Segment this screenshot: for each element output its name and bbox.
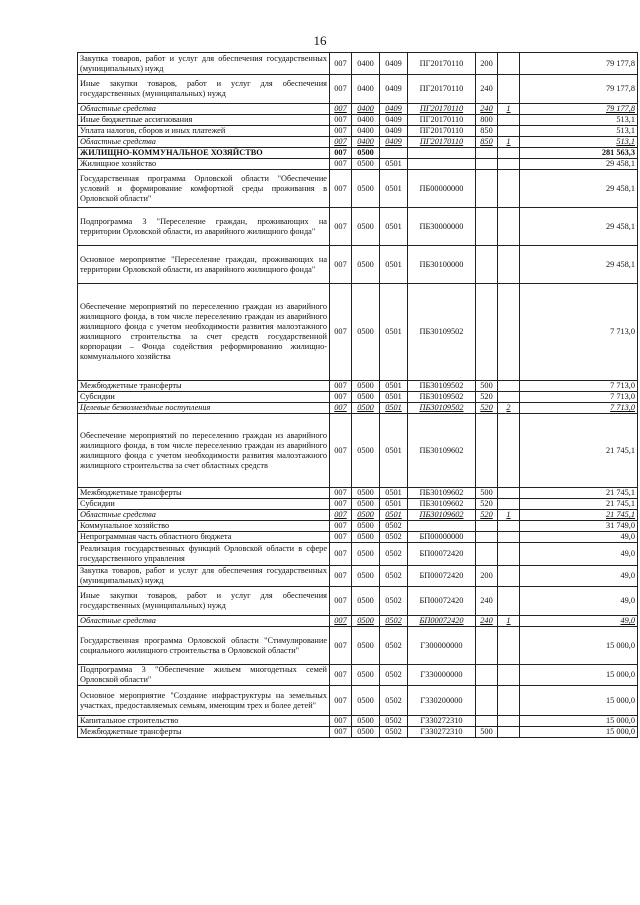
- source-code: [498, 627, 520, 665]
- ministry-code: 007: [330, 532, 352, 543]
- source-code: [498, 246, 520, 284]
- amount: 29 458,1: [520, 246, 638, 284]
- target-item-code: [408, 159, 476, 170]
- amount: 513,1: [520, 126, 638, 137]
- row-name: Государственная программа Орловской области "Стимулирование социального жилищного строительства в Орловской области": [78, 627, 330, 665]
- ministry-code: 007: [330, 627, 352, 665]
- amount: 15 000,0: [520, 627, 638, 665]
- ministry-code: 007: [330, 727, 352, 738]
- source-code: [498, 148, 520, 159]
- section-code: 0500: [352, 159, 380, 170]
- section-code: 0500: [352, 566, 380, 587]
- target-item-code: ПБ30109502: [408, 284, 476, 381]
- expense-type-code: 240: [476, 587, 498, 616]
- ministry-code: 007: [330, 126, 352, 137]
- source-code: [498, 126, 520, 137]
- subsection-code: 0501: [380, 170, 408, 208]
- source-code: [498, 532, 520, 543]
- subsection-code: 0501: [380, 414, 408, 488]
- ministry-code: 007: [330, 148, 352, 159]
- section-code: 0500: [352, 403, 380, 414]
- amount: 49,0: [520, 566, 638, 587]
- ministry-code: 007: [330, 284, 352, 381]
- target-item-code: БП00072420: [408, 566, 476, 587]
- ministry-code: 007: [330, 159, 352, 170]
- ministry-code: 007: [330, 521, 352, 532]
- expense-type-code: 240: [476, 616, 498, 627]
- row-name: ЖИЛИЩНО-КОММУНАЛЬНОЕ ХОЗЯЙСТВО: [78, 148, 330, 159]
- expense-type-code: 520: [476, 499, 498, 510]
- amount: 49,0: [520, 532, 638, 543]
- expense-type-code: [476, 665, 498, 686]
- table-row: [78, 208, 638, 246]
- section-code: 0500: [352, 716, 380, 727]
- table-row: [78, 137, 638, 148]
- source-code: [498, 414, 520, 488]
- expense-type-code: 240: [476, 75, 498, 104]
- amount: 31 749,0: [520, 521, 638, 532]
- subsection-code: 0501: [380, 284, 408, 381]
- expense-type-code: [476, 246, 498, 284]
- amount: 7 713,0: [520, 403, 638, 414]
- table-row: [78, 115, 638, 126]
- ministry-code: 007: [330, 381, 352, 392]
- row-name: Субсидии: [78, 499, 330, 510]
- subsection-code: [380, 148, 408, 159]
- source-code: [498, 716, 520, 727]
- expense-type-code: [476, 208, 498, 246]
- subsection-code: 0409: [380, 75, 408, 104]
- source-code: [498, 284, 520, 381]
- source-code: [498, 587, 520, 616]
- table-row: [78, 499, 638, 510]
- section-code: 0500: [352, 686, 380, 716]
- source-code: [498, 686, 520, 716]
- source-code: [498, 115, 520, 126]
- expense-type-code: 500: [476, 727, 498, 738]
- expense-type-code: 500: [476, 488, 498, 499]
- row-name: Государственная программа Орловской области "Обеспечение условий и формирование комфортной среды проживания в Орловской области": [78, 170, 330, 208]
- row-name: Областные средства: [78, 137, 330, 148]
- section-code: 0400: [352, 126, 380, 137]
- expense-type-code: 520: [476, 392, 498, 403]
- ministry-code: 007: [330, 170, 352, 208]
- amount: 49,0: [520, 543, 638, 566]
- amount: 79 177,8: [520, 104, 638, 115]
- section-code: 0500: [352, 627, 380, 665]
- target-item-code: БП00072420: [408, 587, 476, 616]
- subsection-code: 0502: [380, 543, 408, 566]
- section-code: 0500: [352, 616, 380, 627]
- target-item-code: БП00000000: [408, 532, 476, 543]
- target-item-code: ПГ20170110: [408, 53, 476, 75]
- section-code: 0500: [352, 246, 380, 284]
- row-name: Областные средства: [78, 510, 330, 521]
- source-code: 1: [498, 104, 520, 115]
- row-name: Основное мероприятие "Переселение граждан, проживающих на территории Орловской области, из аварийного жилищного фонда": [78, 246, 330, 284]
- expense-type-code: 200: [476, 53, 498, 75]
- subsection-code: 0501: [380, 488, 408, 499]
- subsection-code: 0502: [380, 521, 408, 532]
- target-item-code: ПБ30109602: [408, 510, 476, 521]
- expense-type-code: [476, 521, 498, 532]
- target-item-code: ПГ20170110: [408, 75, 476, 104]
- ministry-code: 007: [330, 616, 352, 627]
- source-code: [498, 53, 520, 75]
- section-code: 0500: [352, 414, 380, 488]
- table-row: [78, 284, 638, 381]
- target-item-code: [408, 521, 476, 532]
- subsection-code: 0501: [380, 246, 408, 284]
- subsection-code: 0501: [380, 159, 408, 170]
- target-item-code: БП00072420: [408, 543, 476, 566]
- source-code: [498, 543, 520, 566]
- section-code: 0500: [352, 148, 380, 159]
- target-item-code: ПБ30109602: [408, 488, 476, 499]
- ministry-code: 007: [330, 510, 352, 521]
- subsection-code: 0502: [380, 532, 408, 543]
- row-name: Подпрограмма 3 "Переселение граждан, проживающих на территории Орловской области, из аварийного жилищного фонда": [78, 208, 330, 246]
- expense-type-code: 850: [476, 137, 498, 148]
- expense-type-code: [476, 543, 498, 566]
- target-item-code: ПГ20170110: [408, 115, 476, 126]
- subsection-code: 0501: [380, 392, 408, 403]
- page-number: 16: [313, 33, 327, 48]
- row-name: Непрограммная часть областного бюджета: [78, 532, 330, 543]
- target-item-code: БП00072420: [408, 616, 476, 627]
- table-row: [78, 510, 638, 521]
- table-row: [78, 170, 638, 208]
- source-code: [498, 392, 520, 403]
- amount: 7 713,0: [520, 392, 638, 403]
- subsection-code: 0502: [380, 686, 408, 716]
- amount: 29 458,1: [520, 170, 638, 208]
- table-row: [78, 53, 638, 75]
- source-code: [498, 159, 520, 170]
- expense-type-code: [476, 414, 498, 488]
- expense-type-code: 850: [476, 126, 498, 137]
- amount: 49,0: [520, 616, 638, 627]
- row-name: Субсидии: [78, 392, 330, 403]
- subsection-code: 0501: [380, 510, 408, 521]
- target-item-code: Г300000000: [408, 627, 476, 665]
- source-code: [498, 488, 520, 499]
- table-row: [78, 392, 638, 403]
- row-name: Жилищное хозяйство: [78, 159, 330, 170]
- table-row: [78, 566, 638, 587]
- row-name: Иные закупки товаров, работ и услуг для обеспечения государственных (муниципальных) нужд: [78, 75, 330, 104]
- ministry-code: 007: [330, 543, 352, 566]
- section-code: 0500: [352, 170, 380, 208]
- section-code: 0500: [352, 510, 380, 521]
- amount: 281 563,3: [520, 148, 638, 159]
- table-row: [78, 532, 638, 543]
- source-code: [498, 566, 520, 587]
- amount: 79 177,8: [520, 75, 638, 104]
- ministry-code: 007: [330, 488, 352, 499]
- expense-type-code: [476, 148, 498, 159]
- row-name: Реализация государственных функций Орловской области в сфере государственного управления: [78, 543, 330, 566]
- table-row: [78, 686, 638, 716]
- row-name: Межбюджетные трансферты: [78, 727, 330, 738]
- table-row: [78, 616, 638, 627]
- target-item-code: ПГ20170110: [408, 104, 476, 115]
- table-row: [78, 403, 638, 414]
- target-item-code: ПБ30109502: [408, 403, 476, 414]
- section-code: 0500: [352, 208, 380, 246]
- source-code: [498, 665, 520, 686]
- expense-type-code: 520: [476, 403, 498, 414]
- section-code: 0500: [352, 521, 380, 532]
- target-item-code: ПГ20170110: [408, 126, 476, 137]
- section-code: 0400: [352, 75, 380, 104]
- source-code: [498, 208, 520, 246]
- source-code: 1: [498, 137, 520, 148]
- amount: 21 745,1: [520, 414, 638, 488]
- row-name: Целевые безвозмездные поступления: [78, 403, 330, 414]
- expense-type-code: 520: [476, 510, 498, 521]
- target-item-code: ПБ30000000: [408, 208, 476, 246]
- table-row: [78, 126, 638, 137]
- table-row: [78, 381, 638, 392]
- source-code: [498, 75, 520, 104]
- row-name: Иные бюджетные ассигнования: [78, 115, 330, 126]
- table-row: [78, 246, 638, 284]
- row-name: Обеспечение мероприятий по переселению граждан из аварийного жилищного фонда, в том числе переселению граждан из аварийного жилищного фонда с учетом необходимости развития малоэтажного жилищного строительства за счет средств государственной корпорации – Фонда содействия реформированию жилищно-коммунального хозяйства: [78, 284, 330, 381]
- target-item-code: ПБ30109602: [408, 414, 476, 488]
- subsection-code: 0409: [380, 115, 408, 126]
- section-code: 0500: [352, 532, 380, 543]
- target-item-code: ПБ30109502: [408, 381, 476, 392]
- subsection-code: 0502: [380, 716, 408, 727]
- target-item-code: ПБ30109602: [408, 499, 476, 510]
- section-code: 0400: [352, 115, 380, 126]
- table-row: [78, 627, 638, 665]
- subsection-code: 0502: [380, 627, 408, 665]
- target-item-code: Г330000000: [408, 665, 476, 686]
- source-code: [498, 381, 520, 392]
- section-code: 0500: [352, 392, 380, 403]
- source-code: [498, 170, 520, 208]
- expense-type-code: [476, 716, 498, 727]
- table-row: [78, 148, 638, 159]
- target-item-code: Г330200000: [408, 686, 476, 716]
- amount: 15 000,0: [520, 665, 638, 686]
- amount: 7 713,0: [520, 381, 638, 392]
- row-name: Основное мероприятие "Создание инфраструктуры на земельных участках, предоставляемых семьям, имеющим трех и более детей": [78, 686, 330, 716]
- row-name: Подпрограмма 3 "Обеспечение жильем многодетных семей Орловской области": [78, 665, 330, 686]
- row-name: Областные средства: [78, 104, 330, 115]
- amount: 15 000,0: [520, 727, 638, 738]
- row-name: Закупка товаров, работ и услуг для обеспечения государственных (муниципальных) нужд: [78, 566, 330, 587]
- amount: 15 000,0: [520, 716, 638, 727]
- subsection-code: 0409: [380, 104, 408, 115]
- ministry-code: 007: [330, 665, 352, 686]
- ministry-code: 007: [330, 115, 352, 126]
- source-code: [498, 727, 520, 738]
- section-code: 0500: [352, 488, 380, 499]
- ministry-code: 007: [330, 392, 352, 403]
- subsection-code: 0501: [380, 499, 408, 510]
- target-item-code: [408, 148, 476, 159]
- section-code: 0500: [352, 727, 380, 738]
- ministry-code: 007: [330, 75, 352, 104]
- source-code: 1: [498, 510, 520, 521]
- table-row: [78, 727, 638, 738]
- amount: 21 745,1: [520, 488, 638, 499]
- amount: 49,0: [520, 587, 638, 616]
- section-code: 0500: [352, 499, 380, 510]
- section-code: 0500: [352, 284, 380, 381]
- expense-type-code: 500: [476, 381, 498, 392]
- ministry-code: 007: [330, 414, 352, 488]
- subsection-code: 0502: [380, 727, 408, 738]
- subsection-code: 0502: [380, 566, 408, 587]
- source-code: 2: [498, 403, 520, 414]
- section-code: 0500: [352, 543, 380, 566]
- ministry-code: 007: [330, 137, 352, 148]
- amount: 513,1: [520, 137, 638, 148]
- ministry-code: 007: [330, 53, 352, 75]
- section-code: 0500: [352, 665, 380, 686]
- row-name: Иные закупки товаров, работ и услуг для обеспечения государственных (муниципальных) нужд: [78, 587, 330, 616]
- subsection-code: 0409: [380, 137, 408, 148]
- subsection-code: 0501: [380, 403, 408, 414]
- expense-type-code: 240: [476, 104, 498, 115]
- row-name: Капитальное строительство: [78, 716, 330, 727]
- source-code: 1: [498, 616, 520, 627]
- section-code: 0400: [352, 104, 380, 115]
- target-item-code: ПБ00000000: [408, 170, 476, 208]
- subsection-code: 0409: [380, 126, 408, 137]
- subsection-code: 0501: [380, 208, 408, 246]
- ministry-code: 007: [330, 686, 352, 716]
- table-row: [78, 716, 638, 727]
- target-item-code: ПБ30100000: [408, 246, 476, 284]
- row-name: Обеспечение мероприятий по переселению граждан из аварийного жилищного фонда, в том числе переселению граждан из аварийного жилищного фонда с учетом необходимости развития малоэтажного жилищного строительства за счет областных средств: [78, 414, 330, 488]
- row-name: Межбюджетные трансферты: [78, 381, 330, 392]
- subsection-code: 0409: [380, 53, 408, 75]
- ministry-code: 007: [330, 566, 352, 587]
- table-row: [78, 159, 638, 170]
- expense-type-code: 200: [476, 566, 498, 587]
- amount: 21 745,1: [520, 499, 638, 510]
- source-code: [498, 499, 520, 510]
- ministry-code: 007: [330, 208, 352, 246]
- table-row: [78, 665, 638, 686]
- section-code: 0500: [352, 381, 380, 392]
- ministry-code: 007: [330, 246, 352, 284]
- row-name: Межбюджетные трансферты: [78, 488, 330, 499]
- table-row: [78, 488, 638, 499]
- subsection-code: 0502: [380, 665, 408, 686]
- expense-type-code: [476, 627, 498, 665]
- expense-type-code: [476, 170, 498, 208]
- amount: 513,1: [520, 115, 638, 126]
- table-row: [78, 543, 638, 566]
- table-row: [78, 104, 638, 115]
- expense-type-code: [476, 284, 498, 381]
- section-code: 0400: [352, 137, 380, 148]
- target-item-code: Г330272310: [408, 716, 476, 727]
- amount: 79 177,8: [520, 53, 638, 75]
- row-name: Областные средства: [78, 616, 330, 627]
- source-code: [498, 521, 520, 532]
- ministry-code: 007: [330, 716, 352, 727]
- section-code: 0400: [352, 53, 380, 75]
- ministry-code: 007: [330, 104, 352, 115]
- expense-type-code: [476, 532, 498, 543]
- amount: 21 745,1: [520, 510, 638, 521]
- ministry-code: 007: [330, 499, 352, 510]
- subsection-code: 0501: [380, 381, 408, 392]
- ministry-code: 007: [330, 587, 352, 616]
- subsection-code: 0502: [380, 616, 408, 627]
- ministry-code: 007: [330, 403, 352, 414]
- row-name: Закупка товаров, работ и услуг для обеспечения государственных (муниципальных) нужд: [78, 53, 330, 75]
- amount: 29 458,1: [520, 208, 638, 246]
- table-row: [78, 75, 638, 104]
- table-row: [78, 414, 638, 488]
- expense-type-code: 800: [476, 115, 498, 126]
- expense-type-code: [476, 159, 498, 170]
- table-row: [78, 587, 638, 616]
- budget-table: [77, 52, 638, 738]
- row-name: Уплата налогов, сборов и иных платежей: [78, 126, 330, 137]
- target-item-code: ПБ30109502: [408, 392, 476, 403]
- amount: 29 458,1: [520, 159, 638, 170]
- row-name: Коммунальное хозяйство: [78, 521, 330, 532]
- target-item-code: ПГ20170110: [408, 137, 476, 148]
- subsection-code: 0502: [380, 587, 408, 616]
- expense-type-code: [476, 686, 498, 716]
- target-item-code: Г330272310: [408, 727, 476, 738]
- amount: 15 000,0: [520, 686, 638, 716]
- section-code: 0500: [352, 587, 380, 616]
- amount: 7 713,0: [520, 284, 638, 381]
- table-row: [78, 521, 638, 532]
